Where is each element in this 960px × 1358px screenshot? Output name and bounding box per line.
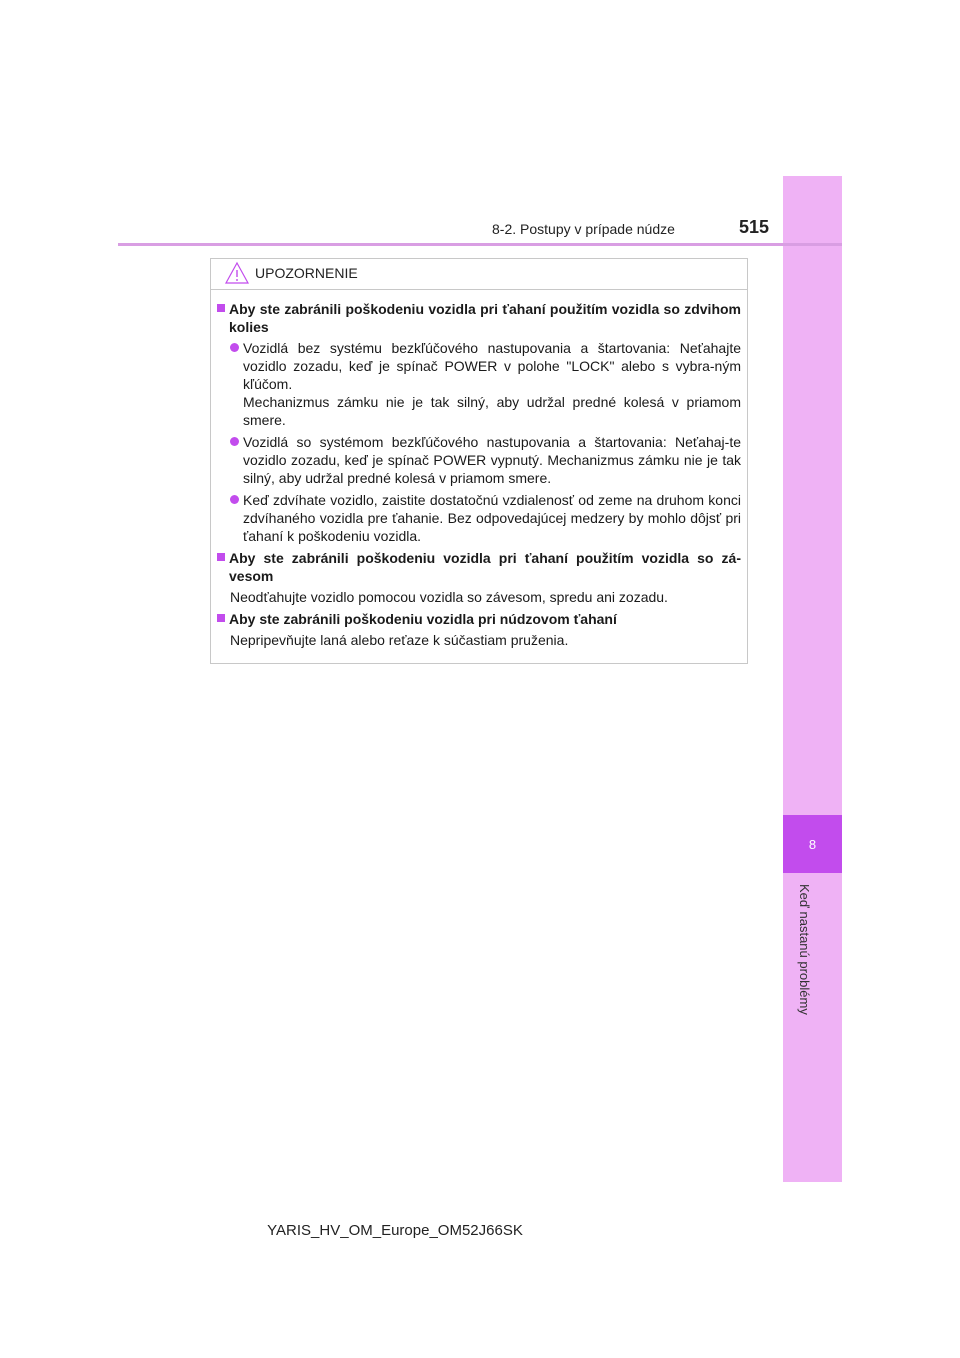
section-heading: Aby ste zabránili poškodeniu vozidla pri núdzovom ťahaní: [217, 610, 741, 628]
page-number: 515: [739, 217, 770, 237]
warning-body: [211, 290, 747, 649]
list-item: Keď zdvíhate vozidlo, zaistite dostatočnú vzdialenosť od zeme na druhom konci zdvíhaného vozidla pre ťahanie. Bez odpovedajúcej medzery by mohlo dôjsť pri ťahaní k poškodeniu vozidla.: [217, 491, 741, 545]
section-text: Neodťahujte vozidlo pomocou vozidla so závesom, spredu ani zozadu.: [230, 589, 668, 605]
list-item: Vozidlá bez systému bezkľúčového nastupovania a štartovania: Neťahajte vozidlo zozadu, keď je spínač POWER v polohe "LOCK" alebo s vybra-ným kľúčom. Mechanizmus zámku nie je tak silný, aby udržal predné kolesá v priamom smere.: [217, 339, 741, 429]
section-heading: Aby ste zabránili poškodeniu vozidla pri ťahaní použitím vozidla so zdvihom kolies: [217, 300, 741, 336]
header-section-title: 8-2. Postupy v prípade núdze: [492, 221, 675, 237]
round-bullet-icon: [230, 437, 239, 446]
chapter-title: Keď nastanú problémy: [797, 884, 812, 1015]
warning-box: [210, 258, 748, 664]
chapter-number: 8: [808, 836, 817, 852]
warning-title: UPOZORNENIE: [255, 265, 358, 281]
round-bullet-icon: [230, 343, 239, 352]
warning-header: [211, 259, 747, 290]
footer: [0, 1222, 960, 1239]
list-item: Vozidlá so systémom bezkľúčového nastupovania a štartovania: Neťahaj-te vozidlo zozadu, keď je spínač POWER vypnutý. Mechanizmus zámku nie je tak silný, aby udržal predné kolesá v priamom smere.: [217, 433, 741, 487]
chapter-side-tab: [783, 176, 842, 1182]
section-text: Nepripevňujte laná alebo reťaze k súčastiam pruženia.: [230, 632, 569, 648]
square-bullet-icon: [217, 614, 225, 622]
round-bullet-icon: [230, 495, 239, 504]
square-bullet-icon: [217, 553, 225, 561]
document-code: YARIS_HV_OM_Europe_OM52J66SK: [267, 1222, 523, 1239]
square-bullet-icon: [217, 304, 225, 312]
header-divider: [118, 243, 842, 246]
section-heading: Aby ste zabránili poškodeniu vozidla pri ťahaní použitím vozidla so zá-vesom: [217, 549, 741, 585]
warning-triangle-icon: [224, 261, 250, 290]
